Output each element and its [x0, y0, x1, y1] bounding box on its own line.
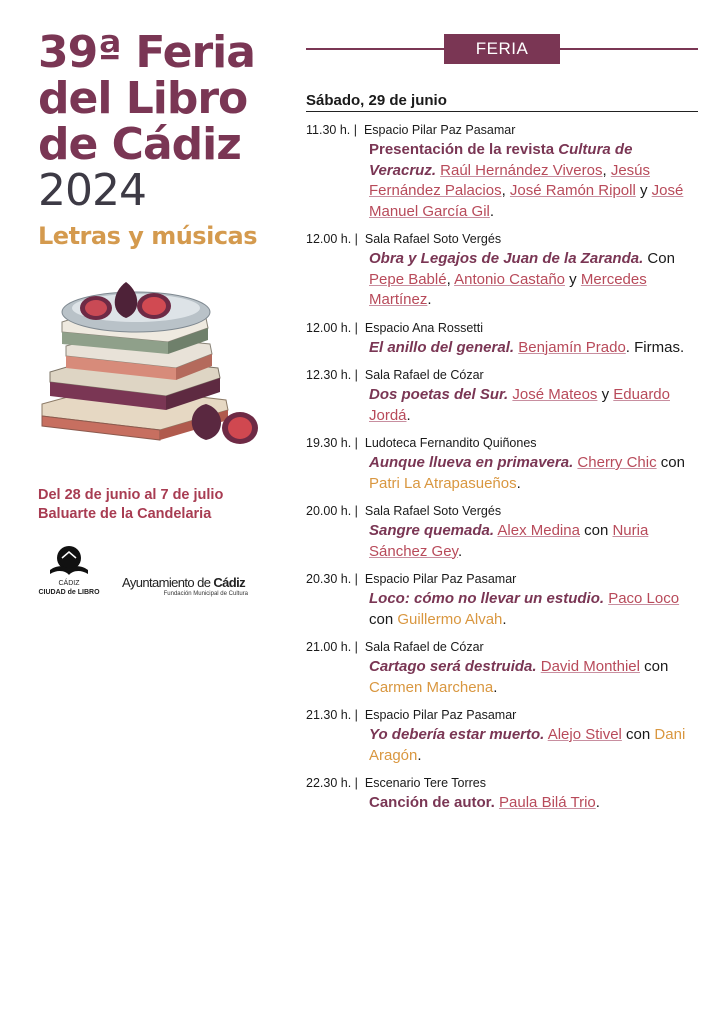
event-header: 11.30 h. | Espacio Pilar Paz Pasamar — [306, 123, 516, 137]
event-item — [306, 775, 698, 814]
participant-name: Pepe Bablé — [369, 270, 447, 288]
event-item — [306, 571, 698, 630]
event-description: El anillo del general. Benjamín Prado. Firmas. — [369, 338, 685, 356]
event-item — [306, 122, 698, 222]
participant-name: Benjamín Prado — [518, 338, 626, 356]
event-time: 21.00 h. — [306, 640, 352, 654]
event-time: 22.30 h. — [306, 776, 352, 790]
guest-name: Carmen Marchena — [369, 678, 494, 696]
participant-name: Paula Bilá Trio — [499, 794, 596, 811]
logo-cadiz-text: CÁDIZ — [58, 580, 80, 587]
event-place: Sala Rafael de Cózar — [364, 368, 484, 382]
event-time: 20.00 h. — [306, 504, 352, 518]
event-place: Sala Rafael de Cózar — [364, 640, 484, 654]
event-time: 11.30 h. — [306, 123, 351, 137]
participant-name: Eduardo Jordá — [369, 386, 670, 424]
day-heading: Sábado, 29 de junio — [306, 92, 698, 112]
event-description: Yo debería estar muerto. Alejo Stivel con Dani Aragón. — [369, 726, 686, 764]
event-place: Espacio Pilar Paz Pasamar — [363, 123, 516, 137]
event-header: 19.30 h. | Ludoteca Fernandito Quiñones — [306, 436, 537, 450]
event-description: Presentación de la revista Cultura de Veracruz. Raúl Hernández Viveros, Jesús Fernández Palacios, José Ramón Ripoll y José Manuel García Gil. — [369, 141, 684, 220]
event-header: 21.30 h. | Espacio Pilar Paz Pasamar — [306, 708, 517, 722]
participant-name: Jesús Fernández Palacios — [369, 161, 650, 199]
ayuntamiento-subtitle: Fundación Municipal de Cultura — [163, 591, 248, 597]
guest-name: Patri La Atrapasueños — [369, 474, 517, 492]
event-description: Aunque llueva en primavera. Cherry Chic con Patri La Atrapasueños. — [369, 454, 685, 492]
event-header: 22.30 h. | Escenario Tere Torres — [306, 776, 486, 790]
event-item — [306, 503, 698, 562]
poster-title — [38, 27, 278, 216]
event-time: 12.00 h. — [306, 320, 352, 335]
section-badge: FERIA — [444, 34, 560, 64]
event-description: Cartago será destruida. David Monthiel con Carmen Marchena. — [369, 658, 669, 696]
ayuntamiento-name: Ayuntamiento de Cádiz — [122, 575, 246, 590]
event-header: 21.00 h. | Sala Rafael de Cózar — [306, 640, 484, 654]
title-year: 2024 — [38, 165, 146, 216]
open-book-logo-icon — [38, 544, 100, 578]
event-place: Escenario Tere Torres — [364, 776, 486, 790]
event-description: Obra y Legajos de Juan de la Zaranda. Con Pepe Bablé, Antonio Castaño y Mercedes Martínez. — [369, 250, 675, 308]
event-place: Ludoteca Fernandito Quiñones — [364, 436, 537, 450]
venue: Baluarte de la Candelaria — [38, 506, 212, 522]
participant-name: Nuria Sánchez Gey — [369, 522, 649, 560]
participant-name: Mercedes Martínez — [369, 270, 647, 308]
event-place: Espacio Pilar Paz Pasamar — [364, 572, 517, 586]
event-place: Espacio Pilar Paz Pasamar — [364, 708, 517, 722]
event-place: Espacio Ana Rossetti — [364, 320, 483, 335]
event-time: 21.30 h. — [306, 708, 352, 722]
event-item — [306, 639, 698, 698]
event-header: 12.00 h. | Sala Rafael Soto Vergés — [306, 232, 502, 246]
event-item — [306, 231, 698, 311]
event-item — [306, 435, 698, 494]
title-line-3: de Cádiz — [38, 119, 241, 170]
participant-name: Antonio Castaño — [454, 270, 566, 288]
event-header: 20.00 h. | Sala Rafael Soto Vergés — [306, 504, 502, 518]
participant-name: José Ramón Ripoll — [509, 182, 636, 199]
participant-name: Alejo Stivel — [547, 726, 622, 743]
participant-name: Paco Loco — [608, 590, 680, 607]
participant-name: Raúl Hernández Viveros — [440, 161, 603, 179]
event-description: Dos poetas del Sur. José Mateos y Eduardo Jordá. — [369, 386, 670, 424]
festival-dates — [38, 486, 278, 524]
event-description: Canción de autor. Paula Bilá Trio. — [369, 794, 600, 811]
event-description: Sangre quemada. Alex Medina con Nuria Sánchez Gey. — [369, 522, 649, 560]
participant-name: José Mateos — [512, 386, 598, 403]
poster-header — [38, 27, 278, 250]
program-column — [306, 34, 698, 823]
figs-on-books-illustration — [36, 278, 266, 464]
poster-subtitle: Letras y músicas — [38, 222, 258, 250]
event-header: 12.00 h. | Espacio Ana Rossetti — [306, 320, 483, 335]
logo-ciudad-text: CIUDAD de LIBRO — [38, 589, 100, 596]
event-item — [306, 707, 698, 766]
event-list — [306, 122, 698, 814]
event-time: 12.30 h. — [306, 368, 352, 382]
event-place: Sala Rafael Soto Vergés — [364, 232, 502, 246]
participant-name: Alex Medina — [497, 522, 580, 539]
participant-name: David Monthiel — [540, 658, 640, 675]
guest-name: Guillermo Alvah — [397, 610, 503, 628]
title-line-2: del Libro — [38, 73, 248, 124]
date-range: Del 28 de junio al 7 de julio — [38, 487, 224, 503]
guest-name: Dani Aragón — [369, 726, 686, 764]
event-description: Loco: cómo no llevar un estudio. Paco Loco con Guillermo Alvah. — [369, 590, 680, 628]
event-time: 12.00 h. — [306, 232, 352, 246]
event-time: 19.30 h. — [306, 436, 352, 450]
ciudad-de-libro-logo — [38, 544, 100, 604]
event-item — [306, 320, 698, 359]
event-time: 20.30 h. — [306, 572, 352, 586]
section-header — [306, 34, 698, 64]
participant-name: Cherry Chic — [577, 454, 657, 471]
event-header: 20.30 h. | Espacio Pilar Paz Pasamar — [306, 572, 517, 586]
title-line-1: 39ª Feria — [38, 27, 255, 78]
participant-name: José Manuel García Gil — [369, 182, 684, 220]
event-place: Sala Rafael Soto Vergés — [364, 504, 502, 518]
event-header: 12.30 h. | Sala Rafael de Cózar — [306, 368, 484, 382]
ayuntamiento-logo — [122, 575, 252, 597]
event-item — [306, 367, 698, 426]
